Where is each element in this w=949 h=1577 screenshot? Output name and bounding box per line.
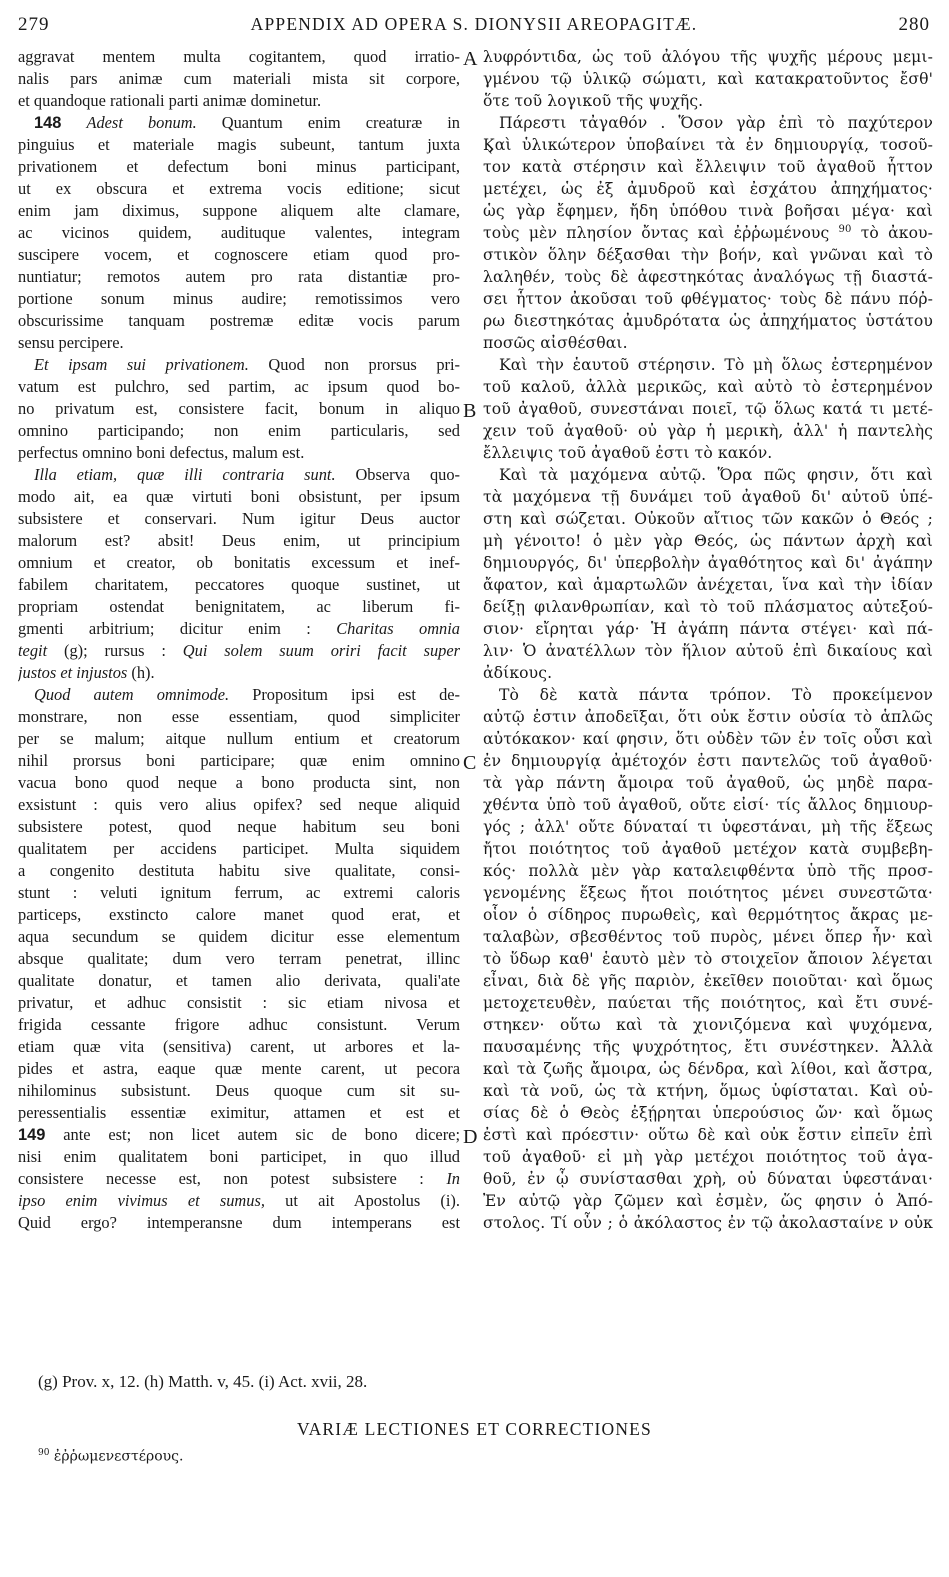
text-line: consistere necesse est, non potest subsistere : In [18,1169,460,1188]
text-line: θοῦ, ἐν ᾧ συνίστασθαι χρὴ, οὐ δύναται ὑφεστάναι· [483,1170,933,1188]
text-line: aggravat mentem multa cogitantem, quod irratio- [18,47,460,66]
text-line: ἀδίκους. [483,664,553,682]
text-line: omnino participando; non enim particularis, sed [18,421,460,440]
text-line: ποσῶς αἰσθέσθαι. [483,334,628,352]
text-line: tegit (g); rursus : Qui solem suum oriri facit super [18,641,460,660]
text-line: peressentialis essentiæ eximitur, attamen et est et [18,1103,460,1122]
variant-ref: 90 [838,223,852,235]
text-line: etiam quæ vita (sensitiva) carent, ut arbores et la- [18,1037,460,1056]
margin-marker-b: B [463,400,477,422]
text-line: ἄφατον, καὶ ἁμαρτωλῶν ἀνέχεται, ἵνα καὶ τὴν ἰδίαν [483,576,933,594]
text-line: ut ex obscura et extrema vocis editione; sicut [18,179,460,198]
text-line: τοὺς μὲν πλησίον ὄντας καὶ ἐῤῥωμένους $^{90}$ τὸ ἀκου- [483,223,933,242]
text-line: Et ipsam sui privationem. Quod non prorsus pri- [34,355,460,374]
text-line: nisi enim qualitatem boni participet, in quo illud [18,1147,460,1166]
margin-marker-c: C [463,752,477,774]
text-line: καὶ τὰ ζωῆς ἄμοιρα, ὡς δένδρα, καὶ λίθοι, καὶ ἄστρα, [483,1060,933,1078]
variae-number: 90 [38,1448,50,1458]
text-line: no privatum est, consistere facit, bonum in aliquo [18,399,460,418]
text-line: γενομένης ἕξεως ἤτοι ποιότητος μένει συνεστῶτα· [483,884,933,902]
text-line: Καὶ τὰ μαχόμενα αὐτῷ. Ὅρα πῶς φησιν, ὅτι καὶ [499,466,933,484]
section-number: 149 [18,1126,46,1144]
text-line: subsistere potest, quod neque habitum seu boni [18,817,460,836]
text-line: a congenito destituta habitu sive qualitate, consi- [18,861,460,880]
text-line: frigida cessante frigore adhuc consistunt. Verum [18,1015,460,1034]
text-line: qualitate donatur, et tamen alio derivata, quali'ate [18,971,460,990]
text-line: modo ait, ea quæ virtuti boni obsistunt, per ipsum [18,487,460,506]
text-line: καὶ τὰ νοῦ, ὡς τὰ κτήνη, ὅμως ὑφίσταται. Καὶ οὐ- [483,1082,933,1100]
page-header [18,14,930,40]
text-line: Καὶ τὴν ἑαυτοῦ στέρησιν. Τὸ μὴ ὅλως ἐστερημένον [499,356,933,374]
text-line: particeps, exstincto calore manet quod erat, et [18,905,460,924]
margin-marker-d: D [463,1126,478,1148]
text-line: στικὸν ὅλην δέξασθαι τὴν βοήν, καὶ γνῶναι καὶ τὸ [483,246,933,264]
text-line: et quandoque rationali parti animæ dominetur. [18,91,322,110]
text-line: Τὸ δὲ κατὰ πάντα τρόπον. Τὸ προκείμενον [499,686,933,704]
text-line: obscurissime tanquam postremæ editæ vocis parum [18,311,460,330]
text-line: enim jam diximus, suppone aliquem alte clamare, [18,201,460,220]
text-line: 148 Adest bonum. Quantum enim creaturæ in [34,113,460,132]
text-line: μετέχει, ὡς ἐξ ἀμυδροῦ καὶ ἐσχάτου ἀπηχήματος· [483,180,933,198]
variae-title: VARIÆ LECTIONES ET CORRECTIONES [297,1419,652,1439]
text-line: malorum est? absit! Deus enim, ut principium [18,531,460,550]
text-line: γός ; ἀλλ' οὔτε δύναταί τι ὑφεστάναι, μὴ τῆς ἕξεως [483,818,933,836]
margin-marker-a: A [463,48,478,70]
text-line: aqua secundum se quidem dicitur esse elementum [18,927,460,946]
text-line: perfectus omnino boni defectus, malum est. [18,443,305,462]
text-line: σει ἧττον ἀκοῦσαι τοῦ φθέγματος· τοὺς δὲ πάνυ πόῤ- [483,290,933,308]
text-line: gmenti arbitrium; dicitur enim : Charitas omnia [18,619,460,638]
text-line: per se malum; aitque nullum entium et creatorum [18,729,460,748]
text-line: privationem et defectum boni minus participant, [18,157,460,176]
text-line: οἷον ὁ σίδηρος πυρωθεὶς, καὶ θερμότητος ἄκρας με- [483,906,933,924]
text-line: Ϗαὶ ὑλικώτερον ὑποβαίνει τὰ ἐν δημιουργίᾳ, τοσοῦ- [483,136,933,154]
text-line: omnium et creator, ob bonitatis excessum et inef- [18,553,460,572]
greek-column [483,46,933,1346]
variae-note: $^{90}$ ἐῤῥωμενεστέρους. [38,1448,184,1465]
text-line: qualitatem per accidens participet. Multa siquidem [18,839,460,858]
text-line: τὰ μαχόμενα τῇ δυνάμει τοῦ ἀγαθοῦ δι' αὐτοῦ ὑπέ- [483,488,933,506]
text-line: ἤτοι ποιότητος τοῦ ἀγαθοῦ μετέχον κατὰ συμβεβη- [483,840,933,858]
text-line: stunt : veluti ignitum ferrum, ac extremi caloris [18,883,460,902]
text-line: γμένου τῷ ὑλικῷ σώματι, καὶ κατακρατοῦντος ἔσθ' [483,70,933,88]
text-line: τοῦ καλοῦ, ἀλλὰ μερικῶς, καὶ αὐτὸ τὸ ἐστερημένον [483,378,933,396]
text-line: absque qualitate; dum vero terram penetrat, illinc [18,949,460,968]
section-number: 148 [34,114,62,132]
text-line: monstrare, non esse essentiam, quod simpliciter [18,707,460,726]
text-line: αὐτόκακον· καί φησιν, ὅτι οὐδὲν τῶν ἐν τοῖς οὖσι καὶ [483,730,933,748]
text-line: justos et injustos (h). [18,663,155,682]
text-line: ipso enim vivimus et sumus, ut ait Apostolus (i). [18,1191,460,1210]
text-line: παυσαμένης τῆς ψυχρότητος, ἔτι συνέστηκεν. Ἀλλὰ [483,1038,933,1056]
text-line: Ἐν αὐτῷ γὰρ ζῶμεν καὶ ἐσμὲν, ὥς φησιν ὁ Ἀπό- [483,1192,933,1210]
page-number-right: 280 [898,14,930,35]
text-line: τοῦ ἀγαθοῦ, συνεστάναι ποιεῖ, τῷ ὅλως κατά τι μετέ- [483,400,933,418]
text-line: sensu percipere. [18,333,124,352]
text-line: propriam ostendat benignitatem, ac liberum fi- [18,597,460,616]
text-line: pides et astra, eaque quæ mente carent, ut pecora [18,1059,460,1078]
text-line: Quod autem omnimode. Propositum ipsi est de- [34,685,460,704]
text-line: λαληθέν, τοὺς δὲ ἀφεστηκότας ἀναλόγως τῇ διαστά- [483,268,933,286]
text-line: σίας δὲ ὁ Θεὸς ἐξῄρηται ὑπερούσιος ὤν· καὶ ὅμως [483,1104,933,1122]
text-line: χειν τοῦ ἀγαθοῦ· οὐ γὰρ ἡ μερικὴ, ἀλλ' ἡ παντελὴς [483,422,933,440]
text-line: λυφρόντιδα, ὡς τοῦ ἀλόγου τῆς ψυχῆς μέρους μεμι- [483,48,933,66]
footnotes: (g) Prov. x, 12. (h) Matth. v, 45. (i) Act. xvii, 28. [38,1372,368,1391]
text-line: nalis pars animæ cum materiali mista sit corpore, [18,69,460,88]
text-line: ὡς γὰρ ἔφημεν, ἤδη ὑπόθου τινὰ βοῆσαι μέγα· καὶ [483,202,933,220]
text-line: ρω διεστηκότας ἀμυδρότατα ὡς ἀπηχήματος ὑστάτου [483,312,933,330]
text-line: σιον· εἴρηται γάρ· Ἡ ἀγάπη πάντα στέγει· καὶ πά- [483,620,933,638]
text-line: nihil prorsus boni participare; quæ enim omnino [18,751,460,770]
text-line: λιν· Ὁ ἀνατέλλων τὸν ἥλιον αὐτοῦ ἐπὶ δικαίους καὶ [483,642,933,660]
text-line: δείξῃ φιλανθρωπίαν, καὶ τὸ τοῦ πλάσματος αὐτεξού- [483,598,933,616]
text-line: exsistunt : quis vero alius opifex? sed neque aliquid [18,795,460,814]
text-line: ταλαβὼν, σβεσθέντος τοῦ πυρὸς, μένει ὅπερ ἦν· καὶ [483,928,933,946]
text-line: στηκεν· οὕτω καὶ τὰ χιονιζόμενα καὶ ψυχόμενα, [483,1016,933,1034]
text-line: τὰ γὰρ πάντη ἄμοιρα τοῦ ἀγαθοῦ, ὡς μηδὲ παρα- [483,774,933,792]
text-line: τὸ ὕδωρ καθ' ἑαυτὸ μὲν τὸ στοιχεῖον ἄποιον λέγεται [483,950,933,968]
text-line: στη καὶ σώζεται. Οὐκοῦν αἴτιος τῶν κακῶν ὁ Θεός ; [483,510,933,528]
text-line: ὅτε τοῦ λογικοῦ τῆς ψυχῆς. [483,92,704,110]
text-line: subsistere et conservari. Num igitur Deus auctor [18,509,460,528]
page-number-left: 279 [18,14,50,35]
text-line: portione sonum minus audire; remotissimos vero [18,289,460,308]
text-line: nuntiatur; remotos autem pro rata distantiæ pro- [18,267,460,286]
text-line: εἶναι, διὰ δὲ γῆς παριὸν, ἐκεῖθεν ποιοῦται· καὶ ὅμως [483,972,933,990]
text-line: ἔλλειψις τοῦ ἀγαθοῦ ἐστι τὸ κακόν. [483,444,773,462]
text-line: vatum est pulchro, sed partim, ac ipsum quod bo- [18,377,460,396]
text-line: Πάρεστι τἀγαθόν . Ὅσον γὰρ ἐπὶ τὸ παχύτερον [499,114,933,132]
text-line: privatur, et adhuc consistit : sic etiam nivosa et [18,993,460,1012]
text-line: fabilem charitatem, peccatores quoque sustinet, ut [18,575,460,594]
text-line: μετοχετευθὲν, παύεται τῆς ποιότητος, καὶ ἔτι συνέ- [483,994,933,1012]
text-line: suscipere vocem, et cognoscere etiam quod pro- [18,245,460,264]
text-line: μὴ γένοιτο! ὁ μὲν γὰρ Θεός, ὡς πάντων ἀρχὴ καὶ [483,532,933,550]
text-line: 149 ante est; non licet autem sic de bono dicere; [18,1125,460,1144]
text-line: ἐν δημιουργίᾳ ἀμέτοχόν ἐστι παντελῶς τοῦ ἀγαθοῦ· [483,752,933,770]
text-line: τον κατὰ στέρησιν καὶ ἔλλειψιν τοῦ ἀγαθοῦ ἧττον [483,158,933,176]
text-line: τοῦ ἀγαθοῦ· εἰ μὴ γὰρ μετέχοι ποιότητος τοῦ ἀγα- [483,1148,933,1166]
text-line: στολος. Τί οὖν ; ὁ ἀκόλαστος ἐν τῷ ἀκολασταίνε ν οὐκ [483,1214,933,1232]
text-line: Quid ergo? intemperansne dum intemperans est [18,1213,460,1232]
text-line: δημιουργός, δι' ὑπερβολὴν ἀγαθότητος καὶ δι' ἀγάπην [483,554,933,572]
latin-column [18,46,460,1346]
text-line: ἐστὶ καὶ πρόεστιν· οὕτω δὲ καὶ οὐκ ἔστιν εἰπεῖν ἐπὶ [483,1126,933,1144]
text-line: Illa etiam, quæ illi contraria sunt. Observa quo- [34,465,460,484]
text-line: αὐτῷ ἐστιν ἀποδεῖξαι, ὅτι οὐκ ἔστιν οὐσία τὸ ἁπλῶς [483,708,933,726]
text-line: κός· πολλὰ μὲν γὰρ καταλειφθέντα ὑπὸ τῆς προσ- [483,862,933,880]
text-line: χθέντα ὑπὸ τοῦ ἀγαθοῦ, οὔτε εἰσί· τίς ἄλλος δημιουρ- [483,796,933,814]
running-title: APPENDIX AD OPERA S. DIONYSII AREOPAGITÆ. [250,14,698,34]
text-line: ac vicinos quidem, audituque valentes, integram [18,223,460,242]
text-line: nihilominus subsistunt. Deus quoque cum sit su- [18,1081,460,1100]
text-line: pinguius et materiale magis subeunt, tantum juxta [18,135,460,154]
text-line: vacua bono quod neque a bono producta sint, non [18,773,460,792]
